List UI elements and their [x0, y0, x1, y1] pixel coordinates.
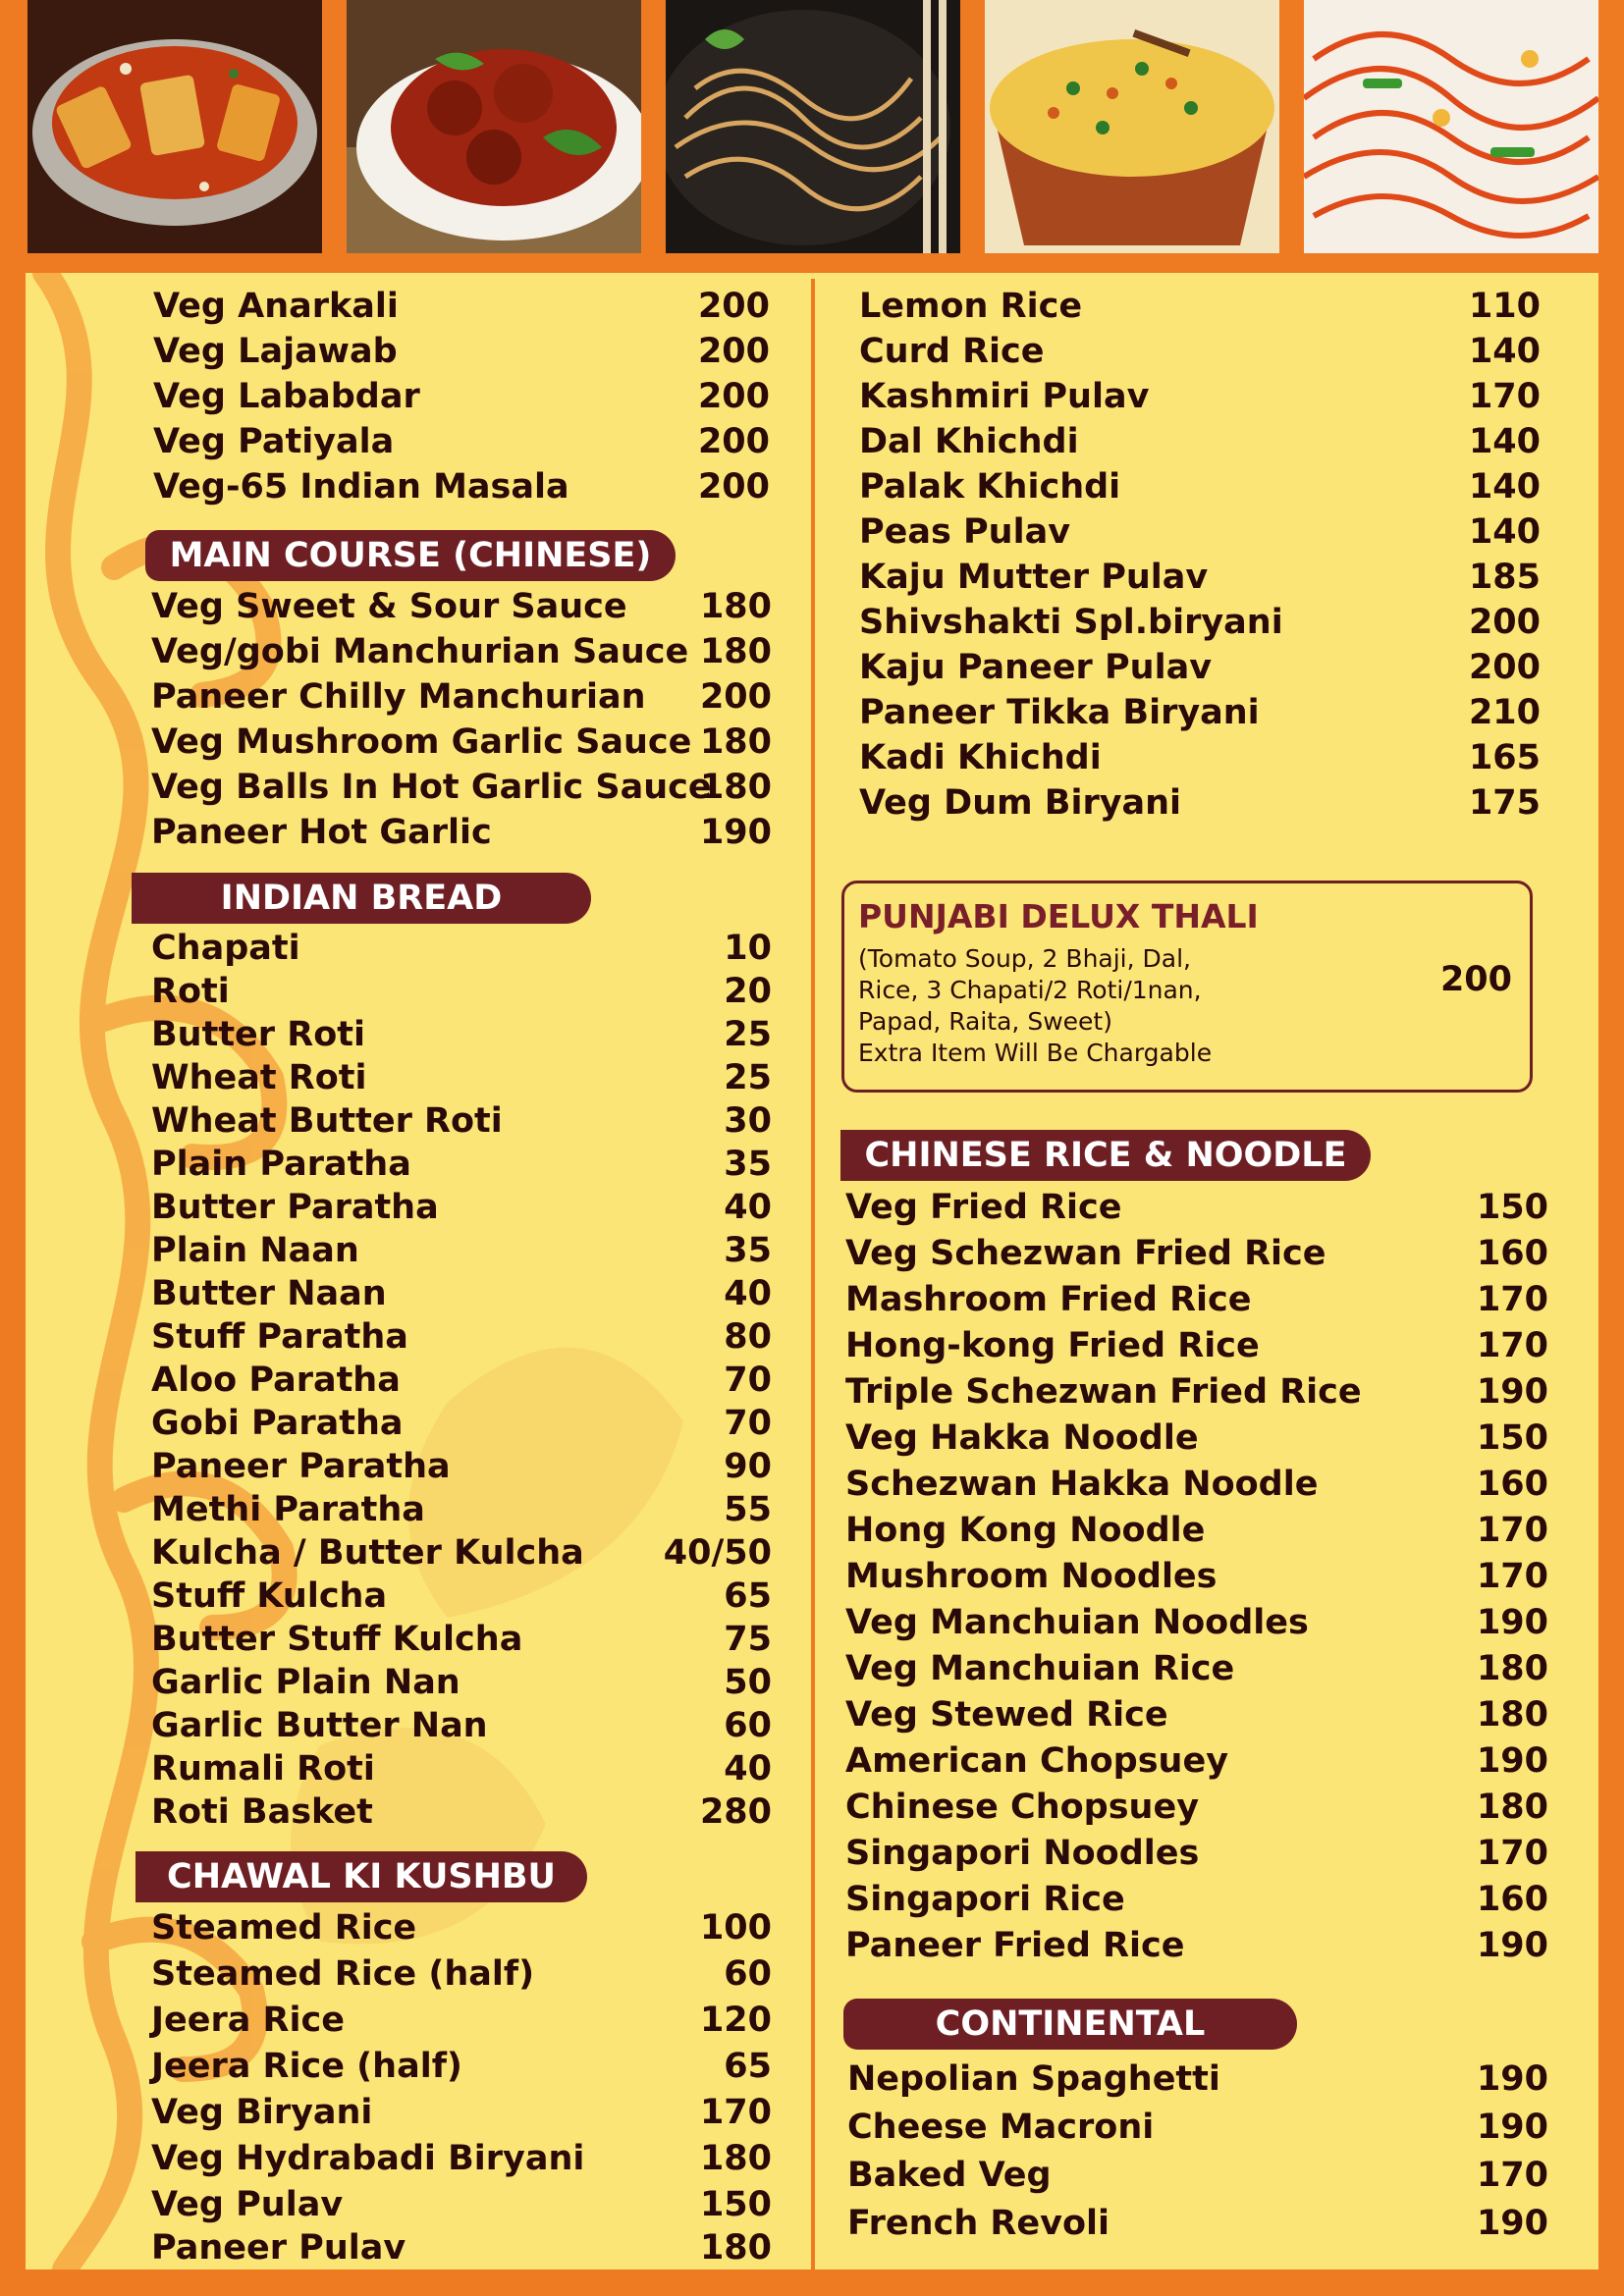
item-name: Jeera Rice — [151, 2001, 345, 2040]
item-price: 65 — [724, 1576, 772, 1616]
item-price: 200 — [697, 287, 770, 326]
item-name: Roti Basket — [151, 1792, 373, 1832]
list-item — [151, 1056, 772, 1099]
item-price: 200 — [697, 377, 770, 416]
item-price: 40 — [724, 1188, 772, 1227]
list-item — [151, 1952, 772, 1996]
item-price: 190 — [1476, 1603, 1548, 1642]
list-item — [859, 781, 1541, 825]
list-item — [151, 2045, 772, 2088]
item-price: 190 — [1476, 2108, 1548, 2147]
item-name: Roti — [151, 972, 230, 1011]
item-price: 190 — [1476, 1741, 1548, 1781]
item-price: 200 — [699, 677, 772, 717]
item-name: Chinese Chopsuey — [845, 1788, 1200, 1827]
item-price: 140 — [1468, 422, 1541, 461]
item-name: Veg Lajawab — [153, 332, 398, 371]
item-name: Triple Schezwan Fried Rice — [845, 1372, 1362, 1412]
section-header-continental: CONTINENTAL — [843, 1999, 1297, 2050]
item-name: Nepolian Spaghetti — [847, 2059, 1220, 2099]
item-name: Dal Khichdi — [859, 422, 1079, 461]
item-name: Mushroom Noodles — [845, 1557, 1218, 1596]
item-price: 180 — [699, 722, 772, 762]
thali-description-line: Extra Item Will Be Chargable — [858, 1039, 1213, 1067]
item-name: Veg Biryani — [151, 2093, 373, 2132]
item-name: Paneer Hot Garlic — [151, 813, 492, 852]
item-price: 210 — [1468, 693, 1541, 732]
item-price: 40 — [724, 1274, 772, 1313]
list-item — [847, 2202, 1548, 2245]
item-price: 60 — [724, 1706, 772, 1745]
item-price: 170 — [1476, 2156, 1548, 2195]
item-price: 180 — [699, 587, 772, 626]
item-name: Gobi Paratha — [151, 1404, 404, 1443]
list-item — [153, 330, 770, 373]
item-name: Stuff Kulcha — [151, 1576, 388, 1616]
biryani-photo-icon — [985, 0, 1279, 253]
item-price: 80 — [724, 1317, 772, 1357]
item-price: 280 — [699, 1792, 772, 1832]
item-price: 190 — [699, 813, 772, 852]
item-name: Palak Khichdi — [859, 467, 1121, 507]
item-name: Jeera Rice (half) — [151, 2047, 462, 2086]
list-item — [151, 675, 772, 719]
list-item — [151, 1229, 772, 1272]
list-item — [153, 420, 770, 463]
item-name: Methi Paratha — [151, 1490, 425, 1529]
item-price: 180 — [1476, 1695, 1548, 1735]
item-name: Veg Mushroom Garlic Sauce — [151, 722, 692, 762]
list-item — [845, 1693, 1548, 1736]
item-price: 110 — [1468, 287, 1541, 326]
item-price: 180 — [699, 2228, 772, 2268]
hakka-noodles-photo-icon — [666, 0, 960, 253]
item-name: Steamed Rice (half) — [151, 1954, 535, 1994]
item-price: 20 — [724, 972, 772, 1011]
item-price: 170 — [1476, 1511, 1548, 1550]
item-name: Veg Pulav — [151, 2185, 344, 2224]
list-item — [151, 1445, 772, 1488]
item-name: Paneer Pulav — [151, 2228, 406, 2268]
item-name: Baked Veg — [847, 2156, 1052, 2195]
item-price: 90 — [724, 1447, 772, 1486]
item-name: Veg Anarkali — [153, 287, 399, 326]
item-name: Butter Naan — [151, 1274, 387, 1313]
list-item — [859, 465, 1541, 508]
item-name: Veg Hydrabadi Biryani — [151, 2139, 585, 2178]
list-item — [151, 766, 772, 809]
item-price: 175 — [1468, 783, 1541, 823]
punjabi-delux-thali-box — [841, 881, 1533, 1093]
list-item — [859, 736, 1541, 779]
item-price: 200 — [1468, 648, 1541, 687]
item-price: 140 — [1468, 467, 1541, 507]
item-price: 70 — [724, 1361, 772, 1400]
item-price: 180 — [1476, 1649, 1548, 1688]
item-price: 190 — [1476, 2204, 1548, 2243]
item-price: 40/50 — [663, 1533, 772, 1573]
list-item — [845, 1786, 1548, 1829]
list-item — [153, 465, 770, 508]
list-item — [151, 1402, 772, 1445]
list-item — [845, 1186, 1548, 1229]
item-price: 200 — [1468, 603, 1541, 642]
item-name: Veg Schezwan Fried Rice — [845, 1234, 1326, 1273]
section-header-chawal-ki-kushbu: CHAWAL KI KUSHBU — [135, 1851, 587, 1902]
item-price: 60 — [724, 1954, 772, 1994]
schezwan-noodles-photo-icon — [1304, 0, 1598, 253]
item-name: French Revoli — [847, 2204, 1110, 2243]
item-name: Lemon Rice — [859, 287, 1083, 326]
item-price: 160 — [1476, 1465, 1548, 1504]
item-price: 200 — [697, 467, 770, 507]
list-item — [151, 811, 772, 854]
item-price: 200 — [697, 422, 770, 461]
item-price: 170 — [1476, 1326, 1548, 1365]
item-price: 180 — [699, 768, 772, 807]
list-item — [153, 285, 770, 328]
list-item — [151, 2183, 772, 2226]
item-price: 55 — [724, 1490, 772, 1529]
item-name: Stuff Paratha — [151, 1317, 408, 1357]
list-item — [845, 1739, 1548, 1783]
thali-price: 200 — [1439, 960, 1512, 999]
item-price: 170 — [1476, 1557, 1548, 1596]
item-name: Singapori Noodles — [845, 1834, 1200, 1873]
item-name: Hong-kong Fried Rice — [845, 1326, 1260, 1365]
item-name: Rumali Roti — [151, 1749, 375, 1789]
list-item — [845, 1370, 1548, 1414]
list-item — [151, 1575, 772, 1618]
item-name: Veg Hakka Noodle — [845, 1418, 1199, 1458]
item-price: 10 — [724, 929, 772, 968]
item-name: Veg Sweet & Sour Sauce — [151, 587, 627, 626]
list-item — [845, 1601, 1548, 1644]
item-price: 65 — [724, 2047, 772, 2086]
list-item — [845, 1509, 1548, 1552]
item-price: 170 — [1476, 1834, 1548, 1873]
list-item — [845, 1232, 1548, 1275]
item-name: Kashmiri Pulav — [859, 377, 1150, 416]
item-price: 190 — [1476, 2059, 1548, 2099]
list-item — [151, 2137, 772, 2180]
list-item — [859, 646, 1541, 689]
list-item — [859, 691, 1541, 734]
list-item — [845, 1924, 1548, 1967]
item-name: Veg Fried Rice — [845, 1188, 1122, 1227]
item-name: Veg Manchuian Noodles — [845, 1603, 1309, 1642]
menu-panel — [26, 273, 1598, 2269]
item-name: Veg Balls In Hot Garlic Sauce — [151, 768, 712, 807]
list-item — [845, 1555, 1548, 1598]
thali-description-line: Rice, 3 Chapati/2 Roti/1nan, — [858, 976, 1202, 1004]
item-name: Garlic Plain Nan — [151, 1663, 460, 1702]
list-item — [151, 1315, 772, 1359]
item-name: Veg Lababdar — [153, 377, 420, 416]
list-item — [151, 1186, 772, 1229]
item-name: Wheat Roti — [151, 1058, 367, 1097]
list-item — [151, 1531, 772, 1575]
item-name: Paneer Paratha — [151, 1447, 451, 1486]
list-item — [151, 1906, 772, 1949]
item-name: Plain Paratha — [151, 1145, 411, 1184]
list-item — [845, 1463, 1548, 1506]
item-name: Kadi Khichdi — [859, 738, 1102, 777]
list-item — [151, 1013, 772, 1056]
item-name: Wheat Butter Roti — [151, 1101, 503, 1141]
list-item — [859, 375, 1541, 418]
item-price: 25 — [724, 1058, 772, 1097]
section-header-main-course-chinese: MAIN COURSE (CHINESE) — [145, 530, 676, 581]
item-name: Cheese Macroni — [847, 2108, 1155, 2147]
list-item — [151, 1618, 772, 1661]
item-price: 35 — [724, 1231, 772, 1270]
paneer-curry-photo-icon — [27, 0, 322, 253]
list-item — [859, 330, 1541, 373]
item-price: 160 — [1476, 1880, 1548, 1919]
item-price: 100 — [699, 1908, 772, 1948]
item-name: Schezwan Hakka Noodle — [845, 1465, 1319, 1504]
item-price: 150 — [699, 2185, 772, 2224]
item-name: Aloo Paratha — [151, 1361, 401, 1400]
item-price: 50 — [724, 1663, 772, 1702]
item-price: 190 — [1476, 1372, 1548, 1412]
item-name: Veg/gobi Manchurian Sauce — [151, 632, 689, 671]
item-name: Veg-65 Indian Masala — [153, 467, 569, 507]
item-price: 165 — [1468, 738, 1541, 777]
list-item — [151, 1704, 772, 1747]
list-item — [845, 1878, 1548, 1921]
item-price: 25 — [724, 1015, 772, 1054]
list-item — [151, 1099, 772, 1143]
photo-strip — [27, 0, 1598, 253]
item-price: 40 — [724, 1749, 772, 1789]
item-price: 70 — [724, 1404, 772, 1443]
item-price: 170 — [699, 2093, 772, 2132]
item-name: Paneer Chilly Manchurian — [151, 677, 646, 717]
list-item — [847, 2057, 1548, 2101]
list-item — [151, 1488, 772, 1531]
section-header-indian-bread: INDIAN BREAD — [132, 873, 591, 924]
item-price: 150 — [1476, 1188, 1548, 1227]
item-name: Butter Roti — [151, 1015, 365, 1054]
item-name: Chapati — [151, 929, 300, 968]
item-price: 170 — [1476, 1280, 1548, 1319]
item-name: Mashroom Fried Rice — [845, 1280, 1252, 1319]
item-price: 150 — [1476, 1418, 1548, 1458]
item-price: 140 — [1468, 512, 1541, 552]
item-name: Plain Naan — [151, 1231, 359, 1270]
item-price: 160 — [1476, 1234, 1548, 1273]
list-item — [859, 556, 1541, 599]
list-item — [845, 1416, 1548, 1460]
list-item — [859, 510, 1541, 554]
section-header-chinese-rice-noodle: CHINESE RICE & NOODLE — [840, 1130, 1371, 1181]
item-price: 30 — [724, 1101, 772, 1141]
item-name: Paneer Fried Rice — [845, 1926, 1185, 1965]
item-price: 170 — [1468, 377, 1541, 416]
list-item — [845, 1647, 1548, 1690]
list-item — [859, 285, 1541, 328]
list-item — [847, 2106, 1548, 2149]
item-price: 180 — [1476, 1788, 1548, 1827]
list-item — [151, 2091, 772, 2134]
item-name: American Chopsuey — [845, 1741, 1229, 1781]
item-name: Kaju Mutter Pulav — [859, 558, 1209, 597]
list-item — [845, 1278, 1548, 1321]
thali-title: PUNJABI DELUX THALI — [858, 897, 1259, 935]
item-name: Kaju Paneer Pulav — [859, 648, 1213, 687]
item-price: 200 — [697, 332, 770, 371]
item-name: Butter Paratha — [151, 1188, 439, 1227]
list-item — [151, 1999, 772, 2042]
item-name: Garlic Butter Nan — [151, 1706, 488, 1745]
item-price: 140 — [1468, 332, 1541, 371]
item-name: Veg Stewed Rice — [845, 1695, 1168, 1735]
item-name: Butter Stuff Kulcha — [151, 1620, 523, 1659]
list-item — [859, 420, 1541, 463]
list-item — [153, 375, 770, 418]
list-item — [151, 1143, 772, 1186]
list-item — [859, 601, 1541, 644]
thali-description-line: (Tomato Soup, 2 Bhaji, Dal, — [858, 944, 1191, 973]
item-price: 180 — [699, 2139, 772, 2178]
item-name: Singapori Rice — [845, 1880, 1125, 1919]
list-item — [151, 585, 772, 628]
item-price: 185 — [1468, 558, 1541, 597]
list-item — [151, 2226, 772, 2269]
list-item — [151, 1359, 772, 1402]
list-item — [151, 927, 772, 970]
item-name: Veg Dum Biryani — [859, 783, 1182, 823]
list-item — [151, 1790, 772, 1834]
item-name: Shivshakti Spl.biryani — [859, 603, 1283, 642]
list-item — [845, 1324, 1548, 1367]
item-price: 75 — [724, 1620, 772, 1659]
list-item — [151, 970, 772, 1013]
list-item — [151, 1272, 772, 1315]
item-name: Paneer Tikka Biryani — [859, 693, 1260, 732]
list-item — [151, 630, 772, 673]
item-name: Kulcha / Butter Kulcha — [151, 1533, 584, 1573]
item-price: 120 — [699, 2001, 772, 2040]
list-item — [845, 1832, 1548, 1875]
item-name: Curd Rice — [859, 332, 1045, 371]
list-item — [151, 1747, 772, 1790]
item-price: 190 — [1476, 1926, 1548, 1965]
chilli-manchurian-photo-icon — [347, 0, 641, 253]
item-name: Peas Pulav — [859, 512, 1071, 552]
list-item — [151, 1661, 772, 1704]
item-price: 35 — [724, 1145, 772, 1184]
list-item — [151, 721, 772, 764]
item-name: Steamed Rice — [151, 1908, 417, 1948]
item-name: Veg Manchuian Rice — [845, 1649, 1235, 1688]
thali-description-line: Papad, Raita, Sweet) — [858, 1007, 1112, 1036]
item-name: Veg Patiyala — [153, 422, 395, 461]
list-item — [847, 2154, 1548, 2197]
column-divider — [811, 279, 815, 2269]
item-price: 180 — [699, 632, 772, 671]
item-name: Hong Kong Noodle — [845, 1511, 1206, 1550]
